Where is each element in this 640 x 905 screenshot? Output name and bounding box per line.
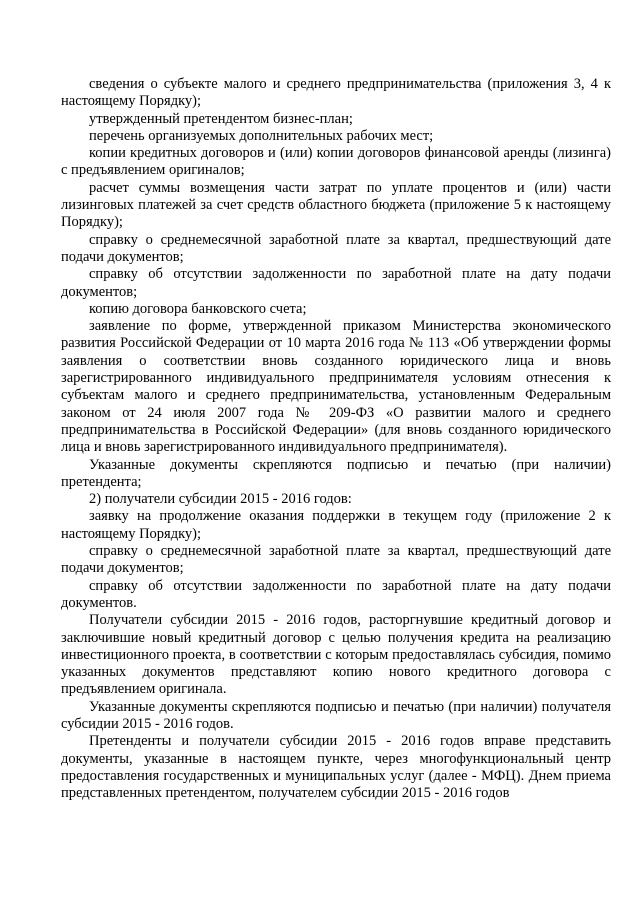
paragraph: справку о среднемесячной заработной плате за квартал, предшествующий дате подачи документов; xyxy=(61,231,611,265)
paragraph: Указанные документы скрепляются подписью и печатью (при наличии) претендента; xyxy=(61,456,611,490)
paragraph: заявление по форме, утвержденной приказом Министерства экономического развития Российской Федерации от 10 марта 2016 года № 113 «Об утверждении формы заявления о соответствии вновь созданного юридического лица и вновь зарегистрированного индивидуального предпринимателя условиям отнесения к субъектам малого и среднего предпринимательства, установленным Федеральным законом от 24 июля 2007 года № 209-ФЗ «О развитии малого и среднего предпринимательства в Российской Федерации» (для вновь созданного юридического лица и вновь зарегистрированного индивидуального предпринимателя). xyxy=(61,318,611,456)
paragraph: сведения о субъекте малого и среднего предпринимательства (приложения 3, 4 к настоящему Порядку); xyxy=(61,76,611,110)
paragraph: копию договора банковского счета; xyxy=(89,300,307,317)
document-page xyxy=(61,76,611,802)
paragraph: копии кредитных договоров и (или) копии договоров финансовой аренды (лизинга) с предъявлением оригиналов; xyxy=(61,145,611,179)
paragraph: Указанные документы скрепляются подписью и печатью (при наличии) получателя субсидии 2015 - 2016 годов. xyxy=(61,698,611,732)
paragraph: 2) получатели субсидии 2015 - 2016 годов: xyxy=(89,491,352,508)
paragraph: перечень организуемых дополнительных рабочих мест; xyxy=(89,127,434,144)
paragraph: утвержденный претендентом бизнес-план; xyxy=(89,110,353,127)
paragraph: Претенденты и получатели субсидии 2015 - 2016 годов вправе представить документы, указанные в настоящем пункте, через многофункциональный центр предоставления государственных и муниципальных услуг (далее - МФЦ). Днем приема представленных претендентом, получателем субсидии 2015 - 2016 годов xyxy=(61,733,611,802)
paragraph: Получатели субсидии 2015 - 2016 годов, расторгнувшие кредитный договор и заключившие новый кредитный договор с целью получения кредита на реализацию инвестиционного проекта, в соответствии с которым предоставлялась субсидия, помимо указанных документов представляют копию нового кредитного договора с предъявлением оригинала. xyxy=(61,612,611,698)
paragraph: справку об отсутствии задолженности по заработной плате на дату подачи документов; xyxy=(61,266,611,300)
paragraph: справку об отсутствии задолженности по заработной плате на дату подачи документов. xyxy=(61,577,611,611)
paragraph: справку о среднемесячной заработной плате за квартал, предшествующий дате подачи документов; xyxy=(61,543,611,577)
paragraph: заявку на продолжение оказания поддержки в текущем году (приложение 2 к настоящему Порядку); xyxy=(61,508,611,542)
paragraph: расчет суммы возмещения части затрат по уплате процентов и (или) части лизинговых платежей за счет средств областного бюджета (приложение 5 к настоящему Порядку); xyxy=(61,179,611,231)
